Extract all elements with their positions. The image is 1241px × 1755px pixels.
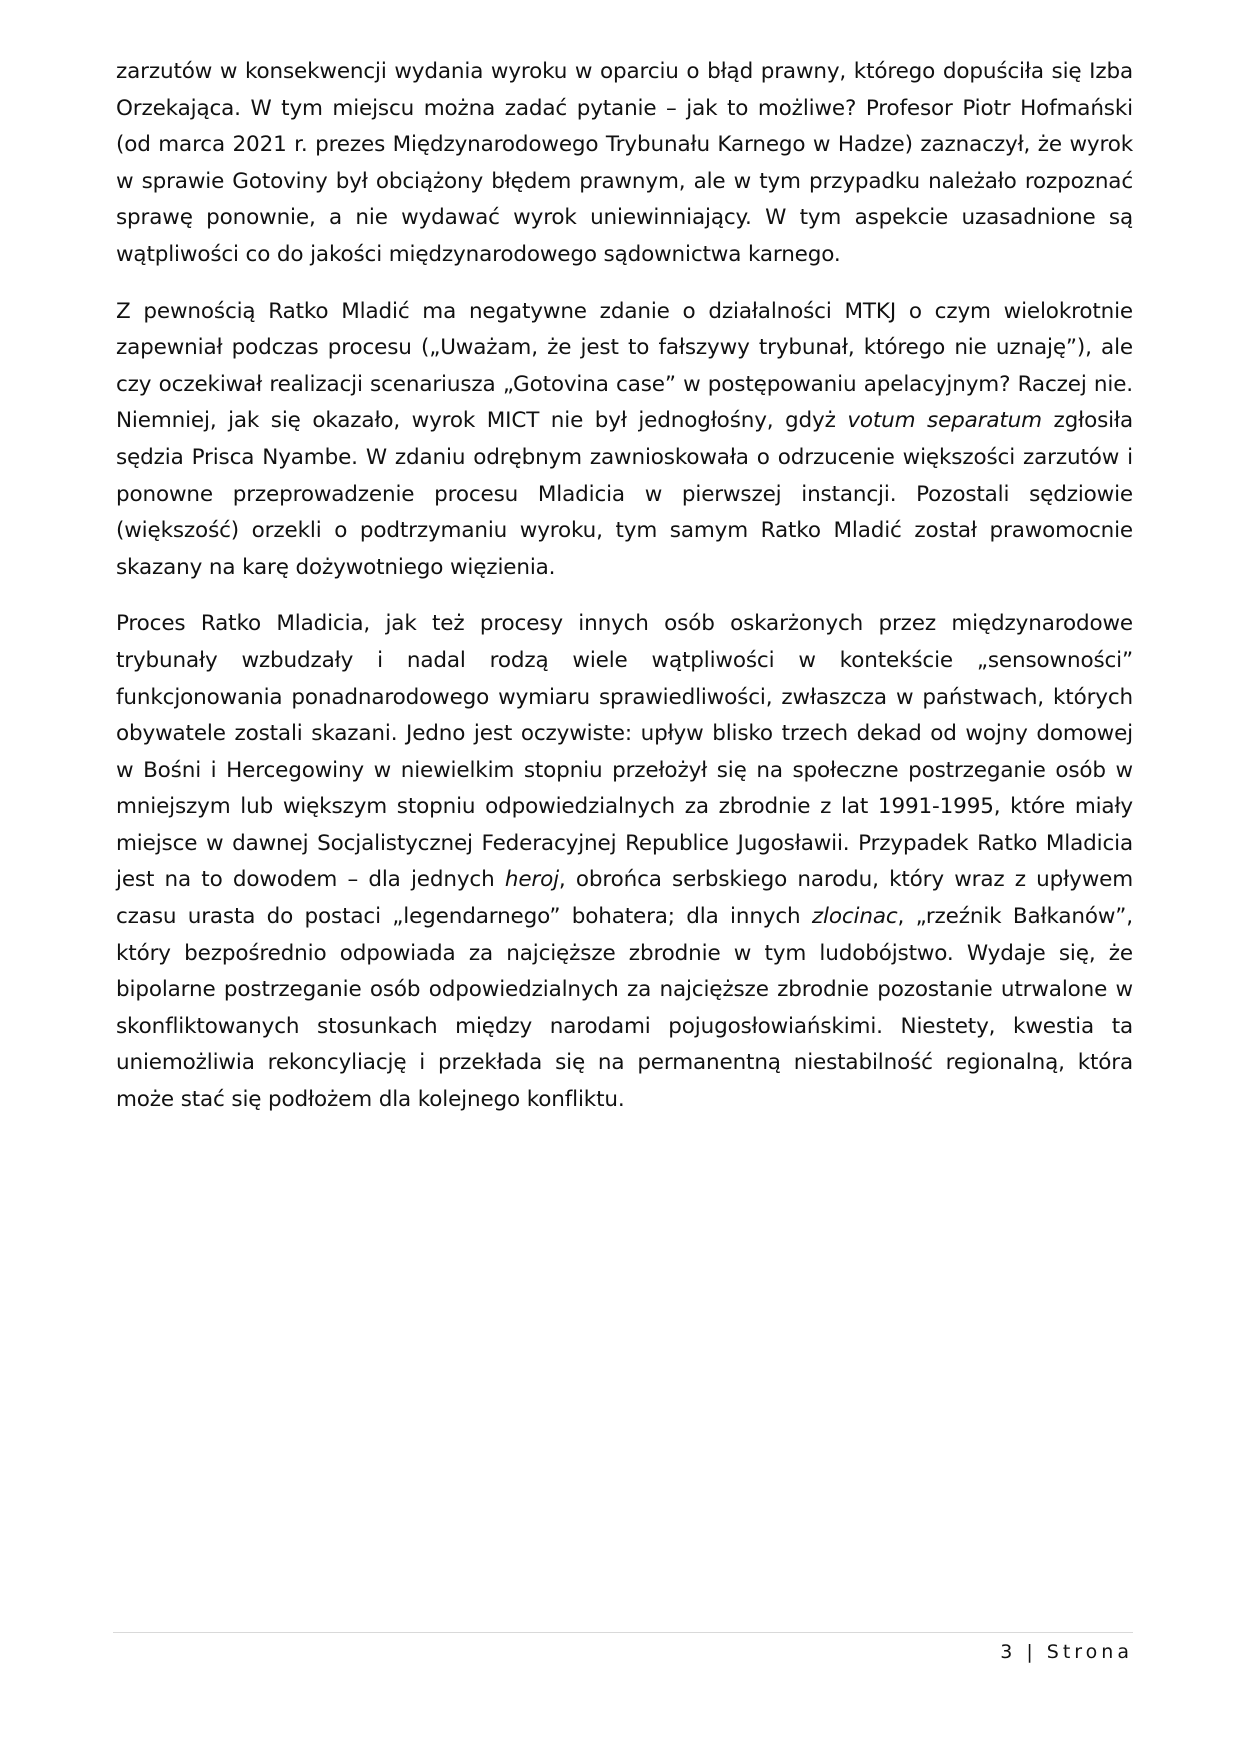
footer-divider [113, 1632, 1133, 1633]
paragraph-1 [116, 54, 1133, 274]
italic-term: zlocinac [811, 904, 898, 930]
footer-separator: | [1026, 1641, 1037, 1663]
paragraph-text: zgłosiła sędzia Prisca Nyambe. W zdaniu odrębnym zawnioskowała o odrzucenie większości zarzutów i ponowne przeprowadzenie procesu Mladicia w pierwszej instancji. Pozostali sędziowie (większość) orzekli o podtrzymaniu wyroku, tym samym Ratko Mladić został prawomocnie skazany na karę dożywotniego więzienia. [116, 408, 1133, 580]
document-body [116, 54, 1133, 1139]
page-label: Strona [1046, 1641, 1133, 1663]
paragraph-text: , obrońca serbskiego narodu, który wraz z upływem czasu urasta do postaci „legendarnego” bohatera; dla innych [116, 867, 1133, 930]
page-footer [1000, 1638, 1133, 1666]
page-number: 3 [1000, 1641, 1017, 1663]
paragraph-3 [116, 606, 1133, 1118]
paragraph-text: Proces Ratko Mladicia, jak też procesy innych osób oskarżonych przez międzynarodowe trybunały wzbudzały i nadal rodzą wiele wątpliwości w kontekście „sensowności” funkcjonowania ponadnarodowego wymiaru sprawiedliwości, zwłaszcza w państwach, których obywatele zostali skazani. Jedno jest oczywiste: upływ blisko trzech dekad od wojny domowej w Bośni i Hercegowiny w niewielkim stopniu przełożył się na społeczne postrzeganie osób w mniejszym lub większym stopniu odpowiedzialnych za zbrodnie z lat 1991-1995, które miały miejsce w dawnej Socjalistycznej Federacyjnej Republice Jugosławii. Przypadek Ratko Mladicia jest na to dowodem – dla jednych [116, 611, 1133, 893]
paragraph-text: Z pewnością Ratko Mladić ma negatywne zdanie o działalności MTKJ o czym wielokrotnie zapewniał podczas procesu („Uważam, że jest to fałszywy trybunał, którego nie uznaję”), ale czy oczekiwał realizacji scenariusza „Gotovina case” w postępowaniu apelacyjnym? Raczej nie. Niemniej, jak się okazało, wyrok MICT nie był jednogłośny, gdyż [116, 298, 1133, 434]
paragraph-text: , „rzeźnik Bałkanów”, który bezpośrednio odpowiada za najcięższe zbrodnie w tym ludobójstwo. Wydaje się, że bipolarne postrzeganie osób odpowiedzialnych za najcięższe zbrodnie pozostanie utrwalone w skonfliktowanych stosunkach między narodami pojugosłowiańskimi. Niestety, kwestia ta uniemożliwia rekoncyliację i przekłada się na permanentną niestabilność regionalną, która może stać się podłożem dla kolejnego konfliktu. [116, 904, 1133, 1113]
paragraph-text: zarzutów w konsekwencji wydania wyroku w oparciu o błąd prawny, którego dopuściła się Izba Orzekająca. W tym miejscu można zadać pytanie – jak to możliwe? Profesor Piotr Hofmański (od marca 2021 r. prezes Międzynarodowego Trybunału Karnego w Hadze) zaznaczył, że wyrok w sprawie Gotoviny był obciążony błędem prawnym, ale w tym przypadku należało rozpoznać sprawę ponownie, a nie wydawać wyrok uniewinniający. W tym aspekcie uzasadnione są wątpliwości co do jakości międzynarodowego sądownictwa karnego. [116, 59, 1133, 267]
italic-term: votum separatum [847, 408, 1042, 434]
italic-term: heroj [504, 867, 559, 893]
paragraph-2 [116, 294, 1133, 587]
